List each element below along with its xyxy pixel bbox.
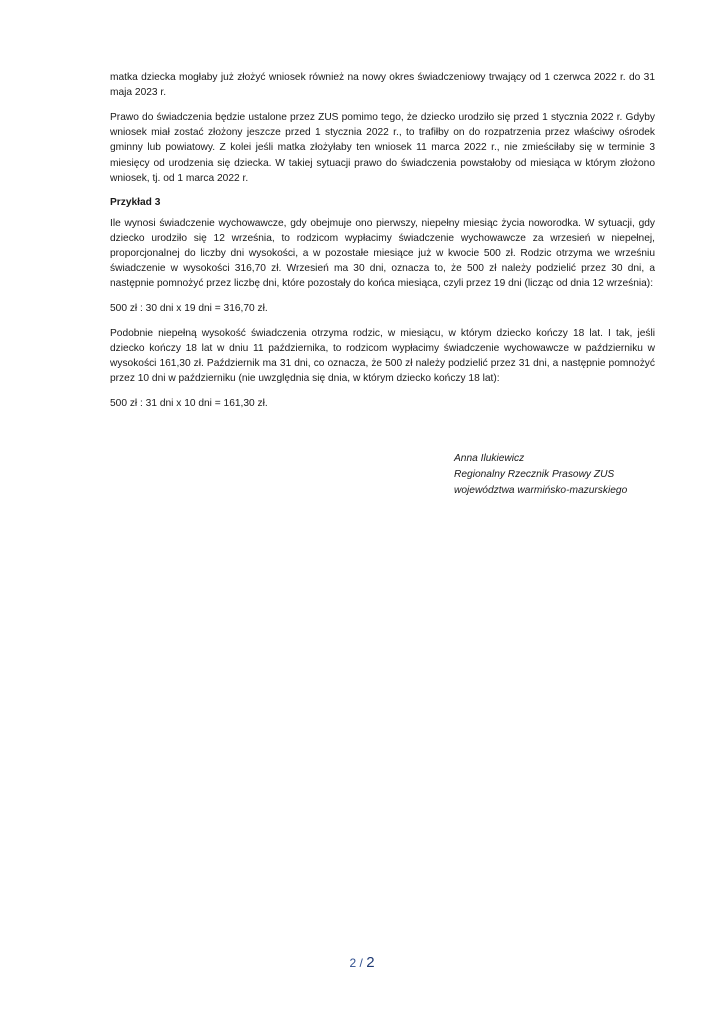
paragraph-continuation: matka dziecka mogłaby już złożyć wniosek również na nowy okres świadczeniowy trwający od 1 czerwca 2022 r. do 31 maja 2023 r. (110, 72, 655, 99)
paragraph-example-intro: Ile wynosi świadczenie wychowawcze, gdy obejmuje ono pierwszy, niepełny miesiąc życia noworodka. W sytuacji, gdy dziecko urodziło się 12 września, to rodzicom wypłacimy świadczenie wychowawcze za wrzesień w niepełnej, proporcjonalnej do liczby dni wysokości, a w pozostałe miesiące już w kwocie 500 zł. Rodzic otrzyma we wrześniu świadczenie w wysokości 316,70 zł. Wrzesień ma 30 dni, oznacza to, że 500 zł należy podzielić przez 30 dni, a następnie pomnożyć przez liczbę dni, które pozostały do końca miesiąca, czyli przez 19 dni (licząc od dnia 12 września): (110, 217, 655, 290)
page-number (0, 954, 724, 971)
paragraph-example-october: Podobnie niepełną wysokość świadczenia otrzyma rodzic, w miesiącu, w którym dziecko kończy 18 lat. I tak, jeśli dziecko kończy 18 lat w dniu 11 października, to rodzicom wypłacimy świadczenie wychowawcze w październiku w wysokości 161,30 zł. Październik ma 31 dni, co oznacza, że 500 zł należy podzielić przez 31 dni, a następnie pomnożyć przez 10 dni w październiku (nie uwzględnia się dnia, w którym dziecko kończy 18 lat): (110, 327, 655, 385)
calculation-october: 500 zł : 31 dni x 10 dni = 161,30 zł. (110, 398, 268, 410)
signature-name: Anna Ilukiewicz (454, 453, 525, 464)
page-number-current: 2 (349, 956, 357, 970)
signature-block (454, 451, 627, 499)
page-number-total: 2 (366, 954, 375, 971)
document-body (110, 70, 655, 421)
example-heading: Przykład 3 (110, 197, 161, 209)
signature-region: województwa warmińsko-mazurskiego (454, 485, 628, 496)
paragraph-entitlement: Prawo do świadczenia będzie ustalone przez ZUS pomimo tego, że dziecko urodziło się przed 1 stycznia 2022 r. Gdyby wniosek miał zostać złożony jeszcze przed 1 stycznia 2022 r., to trafiłby on do rozpatrzenia przez właściwy ośrodek gminny lub powiatowy. Z kolei jeśli matka złożyłaby ten wniosek 11 marca 2022 r., nie zmieściłaby się w terminie 3 miesięcy od urodzenia się dziecka. W takiej sytuacji prawo do świadczenia powstałoby od miesiąca w którym złożono wniosek, tj. od 1 marca 2022 r. (110, 111, 655, 184)
page-number-separator: / (359, 956, 363, 970)
calculation-september: 500 zł : 30 dni x 19 dni = 316,70 zł. (110, 303, 268, 315)
signature-title: Regionalny Rzecznik Prasowy ZUS (454, 469, 615, 480)
